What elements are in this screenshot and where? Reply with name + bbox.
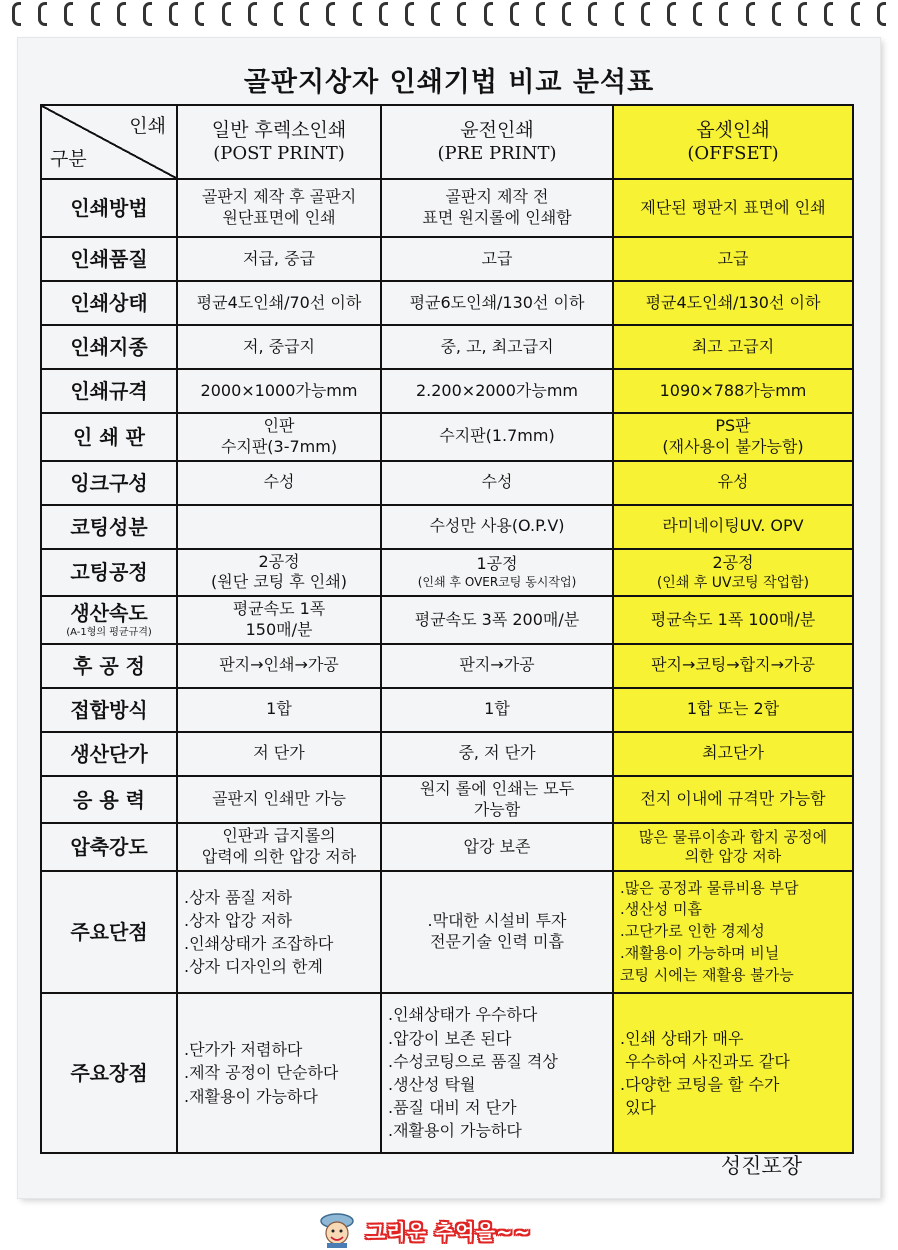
table-cell [381, 461, 613, 505]
table-cell [177, 549, 381, 597]
binding-ring [641, 2, 650, 26]
cell-line-text: 고급 [717, 248, 749, 268]
row-label-text: 응 용 력 [73, 787, 145, 812]
table-cell [613, 413, 853, 461]
cell-line-text: 전문기술 인력 미흡 [430, 931, 564, 951]
row-label-text: 생산속도 [70, 601, 148, 626]
table-row [41, 993, 853, 1153]
table-cell [177, 281, 381, 325]
table-cell [381, 596, 613, 644]
cell-line-text: 평균4도인쇄/70선 이하 [196, 292, 362, 312]
cell-line-text: PS판 [715, 416, 751, 435]
cell-line-text: 인판 [263, 416, 295, 435]
row-label-text: 인쇄품질 [70, 247, 148, 271]
row-label [41, 596, 177, 644]
binding-ring [798, 2, 807, 26]
table-cell [177, 179, 381, 237]
cell-line-text: 저급, 중급 [243, 248, 315, 268]
cell-line-text: 압강 보존 [463, 836, 531, 856]
table-cell [613, 644, 853, 688]
table-cell [177, 732, 381, 776]
table-cell [177, 688, 381, 732]
table-cell [177, 413, 381, 461]
table-cell [381, 413, 613, 461]
row-label-text: 인쇄상태 [70, 291, 148, 315]
table-row [41, 871, 853, 993]
binding-ring [693, 2, 702, 26]
table-cell [177, 505, 381, 549]
table-cell [613, 281, 853, 325]
cell-line-text: 평균속도 1폭 [232, 599, 326, 619]
cell-line-text: .수성코팅으로 품질 격상 [388, 1051, 558, 1071]
row-label [41, 237, 177, 281]
binding-ring [169, 2, 178, 26]
binding-ring [326, 2, 335, 26]
table-cell [613, 325, 853, 369]
table-cell [613, 871, 853, 993]
row-label-text: 주요단점 [70, 919, 148, 944]
cell-line-text: 수지판(3-7mm) [220, 436, 338, 456]
row-label [41, 281, 177, 325]
table-cell [381, 281, 613, 325]
column-header-en: (POST PRINT) [213, 142, 345, 164]
cell-line-text: 2.200×2000가능mm [415, 380, 578, 400]
cell-line-text: 의한 압강 저하 [684, 847, 782, 866]
table-cell [381, 549, 613, 597]
cell-line-text: .막대한 시설비 투자 [427, 911, 567, 931]
cell-line-text: 수성 [263, 472, 295, 492]
binding-ring [562, 2, 571, 26]
column-header-ko: 옵셋인쇄 [696, 118, 770, 141]
column-header-offset [613, 105, 853, 179]
table-cell [177, 325, 381, 369]
binding-ring [12, 2, 21, 26]
table-cell [613, 732, 853, 776]
paper-sheet [18, 38, 880, 1198]
cell-line-text: .상자 디자인의 한계 [184, 957, 323, 977]
row-label [41, 413, 177, 461]
row-label-text: 생산단가 [70, 741, 148, 766]
table-row [41, 369, 853, 413]
binding-ring [91, 2, 100, 26]
table-cell [613, 461, 853, 505]
cell-line-text: .인쇄상태가 우수하다 [388, 1005, 538, 1025]
cell-line-text: 중, 저 단가 [458, 743, 536, 763]
cell-line-text: .압강이 보존 된다 [388, 1028, 512, 1048]
company-name: 성진포장 [720, 1154, 802, 1178]
table-row [41, 596, 853, 644]
binding-ring [877, 2, 886, 26]
cell-line-text: 평균4도인쇄/130선 이하 [645, 292, 821, 312]
row-label [41, 688, 177, 732]
cell-line-text: 판지→인쇄→가공 [219, 655, 339, 675]
row-label [41, 644, 177, 688]
table-cell [613, 179, 853, 237]
column-header-ko: 일반 후렉소인쇄 [211, 118, 347, 141]
table-cell [613, 776, 853, 824]
cell-line-text: (재사용이 불가능함) [662, 436, 804, 456]
row-label [41, 993, 177, 1153]
row-label [41, 732, 177, 776]
cell-line-text: 있다 [620, 1098, 656, 1118]
binding-ring [484, 2, 493, 26]
table-cell [381, 325, 613, 369]
table-row [41, 281, 853, 325]
row-label [41, 505, 177, 549]
table-cell [177, 871, 381, 993]
cell-line-text: 150매/분 [245, 619, 313, 639]
table-cell [613, 596, 853, 644]
table-cell [381, 732, 613, 776]
cell-line-text: 최고 고급지 [691, 336, 775, 356]
binding-ring [536, 2, 545, 26]
cell-line-text: 1합 [266, 699, 292, 719]
corner-bottom-label: 구분 [50, 148, 87, 171]
page-title: 골판지상자 인쇄기법 비교 분석표 [243, 67, 655, 98]
cell-line-text: .상자 압강 저하 [184, 910, 292, 930]
binding-ring [824, 2, 833, 26]
header-row [41, 105, 853, 179]
cell-line-text: 고급 [481, 248, 513, 268]
cell-line-text: .많은 공정과 물류비용 부담 [620, 878, 799, 897]
binding-ring [851, 2, 860, 26]
binding-ring [143, 2, 152, 26]
table-cell [177, 596, 381, 644]
binding-ring [195, 2, 204, 26]
row-label-text: 잉크구성 [70, 470, 148, 495]
binding-ring [64, 2, 73, 26]
table-cell [613, 237, 853, 281]
table-row [41, 688, 853, 732]
row-label-text: 접합방식 [70, 697, 148, 722]
cell-line-text: 골판지 인쇄만 가능 [212, 789, 346, 809]
cell-line-text: .단가가 저렴하다 [184, 1040, 303, 1060]
table-cell [381, 776, 613, 824]
cell-line-text: (원단 코팅 후 인쇄) [211, 572, 347, 592]
table-cell [381, 823, 613, 871]
binding-ring [248, 2, 257, 26]
table-cell [613, 369, 853, 413]
table-row [41, 732, 853, 776]
table-row [41, 549, 853, 597]
table-cell [613, 823, 853, 871]
table-cell [381, 871, 613, 993]
cell-line-text: 1090×788가능mm [659, 380, 807, 400]
table-cell [613, 505, 853, 549]
cell-line-text: 1공정 [476, 554, 518, 574]
corner-top-label: 인쇄 [129, 115, 166, 137]
row-label-subtext: (A-1형의 평균규격) [66, 627, 152, 639]
binding-ring [353, 2, 362, 26]
cell-line-text: 코팅 시에는 재활용 불가능 [620, 965, 794, 984]
table-cell [177, 823, 381, 871]
table-cell [177, 461, 381, 505]
cartoon-face-icon [318, 1212, 356, 1248]
row-label [41, 179, 177, 237]
cell-line-text: .생산성 탁월 [388, 1074, 476, 1094]
cell-line-text: 원지 롤에 인쇄는 모두 [419, 778, 575, 798]
spiral-binding [0, 0, 898, 34]
binding-ring [38, 2, 47, 26]
binding-ring [117, 2, 126, 26]
table-row [41, 325, 853, 369]
cell-line-text: 평균6도인쇄/130선 이하 [409, 292, 585, 312]
table-cell [177, 644, 381, 688]
binding-ring [274, 2, 283, 26]
column-header-en: (OFFSET) [687, 142, 779, 164]
corner-header [41, 105, 177, 179]
cell-line-text: .생산성 미흡 [620, 900, 702, 919]
cell-line-text: .고단가로 인한 경제성 [620, 922, 765, 941]
cell-line-text: .재활용이 가능하며 비닐 [620, 943, 780, 962]
cell-line-text: 골판지 제작 전 [445, 187, 549, 207]
row-label [41, 369, 177, 413]
table-row [41, 644, 853, 688]
table-cell [381, 237, 613, 281]
table-cell [613, 688, 853, 732]
binding-ring [719, 2, 728, 26]
row-label-text: 후 공 정 [73, 653, 145, 678]
table-cell [381, 993, 613, 1153]
cell-line-text: 중, 고, 최고급지 [440, 336, 554, 356]
cell-line-text: .품질 대비 저 단가 [388, 1098, 517, 1118]
cell-line-text: 저, 중급지 [243, 336, 315, 356]
binding-ring [588, 2, 597, 26]
cell-line-text: 판지→코팅→합지→가공 [651, 655, 815, 675]
row-label-text: 인 쇄 판 [73, 424, 145, 449]
cell-line-text: 저 단가 [253, 743, 305, 763]
cell-line-text: 1합 또는 2합 [686, 699, 780, 719]
cell-line-text: 우수하여 사진과도 같다 [620, 1051, 790, 1071]
binding-ring [510, 2, 519, 26]
cell-line-text: 2000×1000가능mm [200, 380, 358, 400]
table-cell [381, 369, 613, 413]
table-cell [381, 179, 613, 237]
binding-ring [772, 2, 781, 26]
cell-line-text: 원단표면에 인쇄 [222, 208, 336, 227]
table-cell [177, 776, 381, 824]
cell-line-text: 수성 [481, 472, 513, 492]
table-row [41, 179, 853, 237]
cell-line-text: 수지판(1.7mm) [439, 426, 555, 446]
cell-line-text: 1합 [484, 699, 510, 719]
row-label-text: 인쇄방법 [70, 196, 148, 220]
cell-line-text: .재활용이 가능하다 [184, 1086, 318, 1106]
binding-ring [300, 2, 309, 26]
cell-line-text: 2공정 [258, 551, 300, 571]
table-cell [381, 644, 613, 688]
cell-line-text: 2공정 [712, 552, 754, 572]
cell-line-text: .인쇄 상태가 매우 [620, 1028, 744, 1048]
row-label [41, 549, 177, 597]
cell-line-text: 제단된 평판지 표면에 인쇄 [640, 197, 826, 217]
row-label [41, 325, 177, 369]
binding-ring [667, 2, 676, 26]
cell-line-text: .다양한 코팅을 할 수가 [620, 1074, 780, 1094]
cell-line-text: (인쇄 후 OVER코팅 동시작업) [417, 574, 577, 589]
cell-line-text: 라미네이팅UV. OPV [662, 516, 804, 536]
cell-line-text: 가능함 [473, 799, 521, 819]
table-cell [381, 505, 613, 549]
table-cell [613, 993, 853, 1153]
table-cell [177, 993, 381, 1153]
comparison-table [40, 104, 854, 1154]
table-row [41, 823, 853, 871]
binding-ring [222, 2, 231, 26]
table-cell [177, 237, 381, 281]
table-cell [381, 688, 613, 732]
table-row [41, 461, 853, 505]
cell-line-text: 평균속도 3폭 200매/분 [414, 609, 580, 629]
table-row [41, 237, 853, 281]
cell-line-text: 인판과 급지롤의 [222, 826, 336, 846]
binding-ring [379, 2, 388, 26]
cell-line-text: .재활용이 가능하다 [388, 1121, 522, 1141]
cell-line-text: 수성만 사용(O.P.V) [429, 516, 565, 536]
cell-line-text: .제작 공정이 단순하다 [184, 1063, 339, 1083]
signature-banner [318, 1212, 548, 1246]
row-label-text: 인쇄지종 [70, 335, 148, 359]
signature-text: 그리운 추억을~~ [366, 1220, 532, 1244]
binding-ring [746, 2, 755, 26]
binding-ring [615, 2, 624, 26]
table-row [41, 505, 853, 549]
cell-line-text: 골판지 제작 후 골판지 [201, 187, 357, 207]
table-cell [177, 369, 381, 413]
row-label [41, 871, 177, 993]
cell-line-text: (인쇄 후 UV코팅 작업함) [656, 574, 810, 591]
cell-line-text: 많은 물류이송과 합지 공정에 [638, 827, 828, 846]
row-label-text: 코팅성분 [70, 514, 148, 539]
column-header-ko: 윤전인쇄 [460, 118, 534, 141]
column-header-post-print [177, 105, 381, 179]
binding-ring [431, 2, 440, 26]
cell-line-text: .상자 품질 저하 [184, 887, 292, 907]
row-label-text: 고팅공정 [70, 560, 148, 585]
row-label-text: 압축강도 [70, 835, 148, 860]
table-row [41, 776, 853, 824]
row-label [41, 823, 177, 871]
cell-line-text: 전지 이내에 규격만 가능함 [640, 789, 826, 809]
row-label-text: 주요장점 [70, 1060, 148, 1085]
cell-line-text: 표면 원지롤에 인쇄함 [422, 208, 572, 227]
binding-ring [457, 2, 466, 26]
cell-line-text: 유성 [717, 472, 749, 492]
column-header-en: (PRE PRINT) [437, 142, 557, 164]
table-cell [613, 549, 853, 597]
cell-line-text: 최고단가 [702, 743, 764, 763]
column-header-pre-print [381, 105, 613, 179]
row-label [41, 776, 177, 824]
row-label-text: 인쇄규격 [70, 379, 148, 403]
cell-line-text: .인쇄상태가 조잡하다 [184, 933, 334, 953]
cell-line-text: 압력에 의한 압강 저하 [201, 847, 357, 867]
binding-ring [405, 2, 414, 26]
table-row [41, 413, 853, 461]
row-label [41, 461, 177, 505]
cell-line-text: 판지→가공 [459, 655, 535, 675]
cell-line-text: 평균속도 1폭 100매/분 [650, 609, 816, 629]
